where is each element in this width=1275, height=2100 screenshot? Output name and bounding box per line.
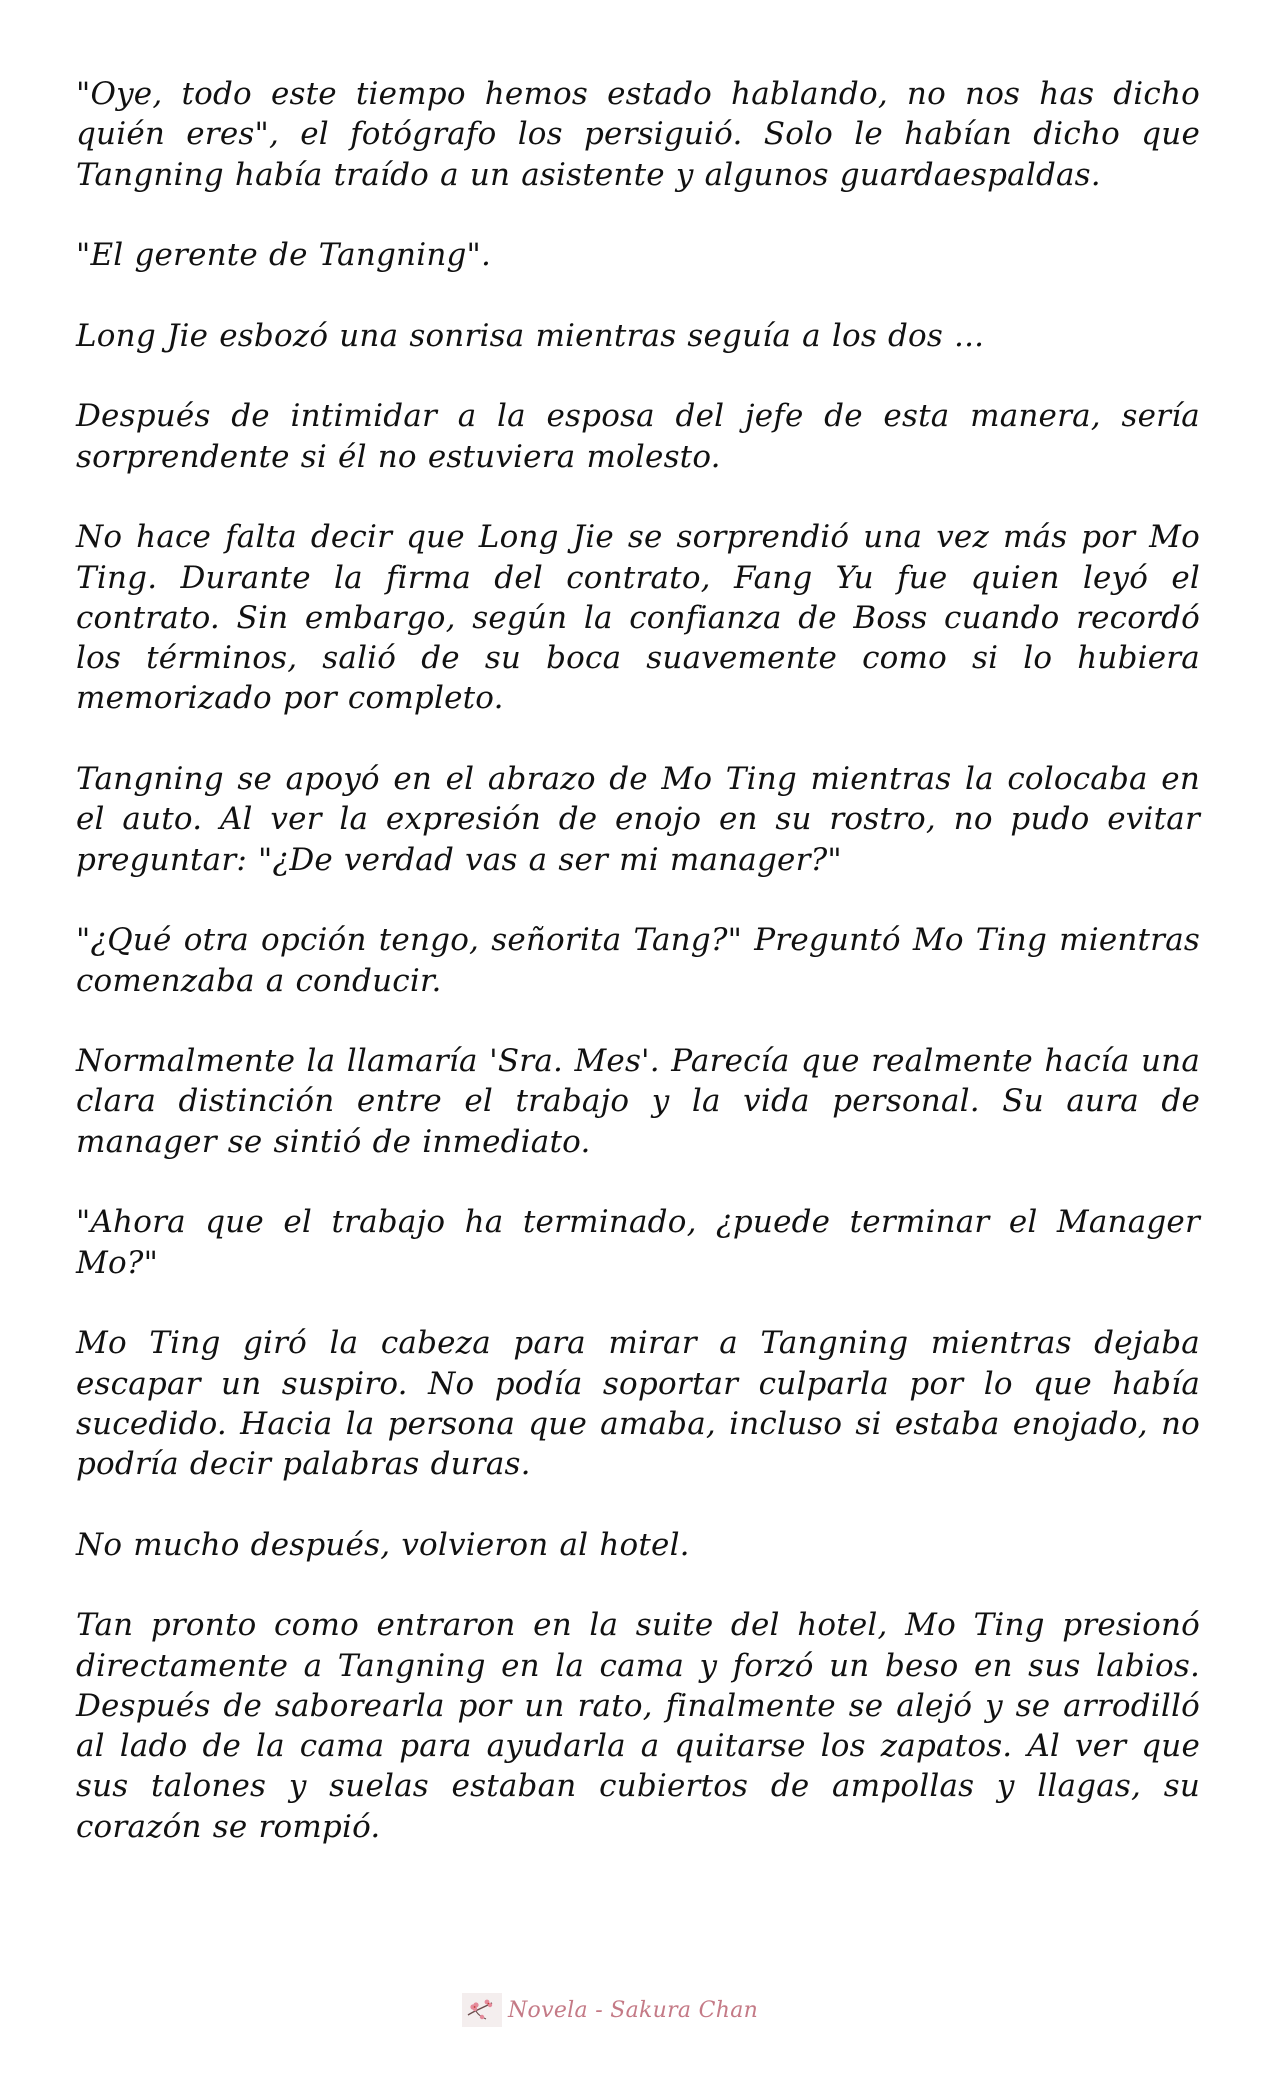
- watermark-text: Novela - Sakura Chan: [508, 1997, 759, 2023]
- watermark-footer: [462, 1992, 758, 2028]
- paragraph: Long Jie esbozó una sonrisa mientras seguía a los dos ...: [76, 317, 985, 354]
- paragraph: "¿Qué otra opción tengo, señorita Tang?" Preguntó Mo Ting mientras comenzaba a conducir.: [76, 922, 1200, 999]
- paragraph: Normalmente la llamaría 'Sra. Mes'. Parecía que realmente hacía una clara distinción entre el trabajo y la vida personal. Su aura de manager se sintió de inmediato.: [76, 1043, 1200, 1160]
- sakura-blossom-icon: [462, 1993, 502, 2027]
- paragraph: "El gerente de Tangning".: [76, 237, 492, 274]
- paragraph: Tan pronto como entraron en la suite del hotel, Mo Ting presionó directamente a Tangning en la cama y forzó un beso en sus labios. Después de saborearla por un rato, finalmente se alejó y se arrodilló al lado de la cama para ayudarla a quitarse los zapatos. Al ver que sus talones y suelas estaban cubiertos de ampollas y llagas, su corazón se rompió.: [76, 1607, 1200, 1845]
- story-text: [76, 74, 1200, 1887]
- paragraph: "Oye, todo este tiempo hemos estado hablando, no nos has dicho quién eres", el fotógrafo los persiguió. Solo le habían dicho que Tangning había traído a un asistente y algunos guardaespaldas.: [76, 76, 1200, 193]
- paragraph: Después de intimidar a la esposa del jefe de esta manera, sería sorprendente si él no estuviera molesto.: [76, 398, 1200, 475]
- paragraph: "Ahora que el trabajo ha terminado, ¿puede terminar el Manager Mo?": [76, 1204, 1200, 1281]
- paragraph: No hace falta decir que Long Jie se sorprendió una vez más por Mo Ting. Durante la firma del contrato, Fang Yu fue quien leyó el contrato. Sin embargo, según la confianza de Boss cuando recordó los términos, salió de su boca suavemente como si lo hubiera memorizado por completo.: [76, 519, 1200, 717]
- paragraph: No mucho después, volvieron al hotel.: [76, 1526, 690, 1563]
- paragraph: Mo Ting giró la cabeza para mirar a Tangning mientras dejaba escapar un suspiro. No podía soportar culparla por lo que había sucedido. Hacia la persona que amaba, incluso si estaba enojado, no podría decir palabras duras.: [76, 1325, 1200, 1483]
- paragraph: Tangning se apoyó en el abrazo de Mo Ting mientras la colocaba en el auto. Al ver la expresión de enojo en su rostro, no pudo evitar preguntar: "¿De verdad vas a ser mi manager?": [76, 761, 1200, 878]
